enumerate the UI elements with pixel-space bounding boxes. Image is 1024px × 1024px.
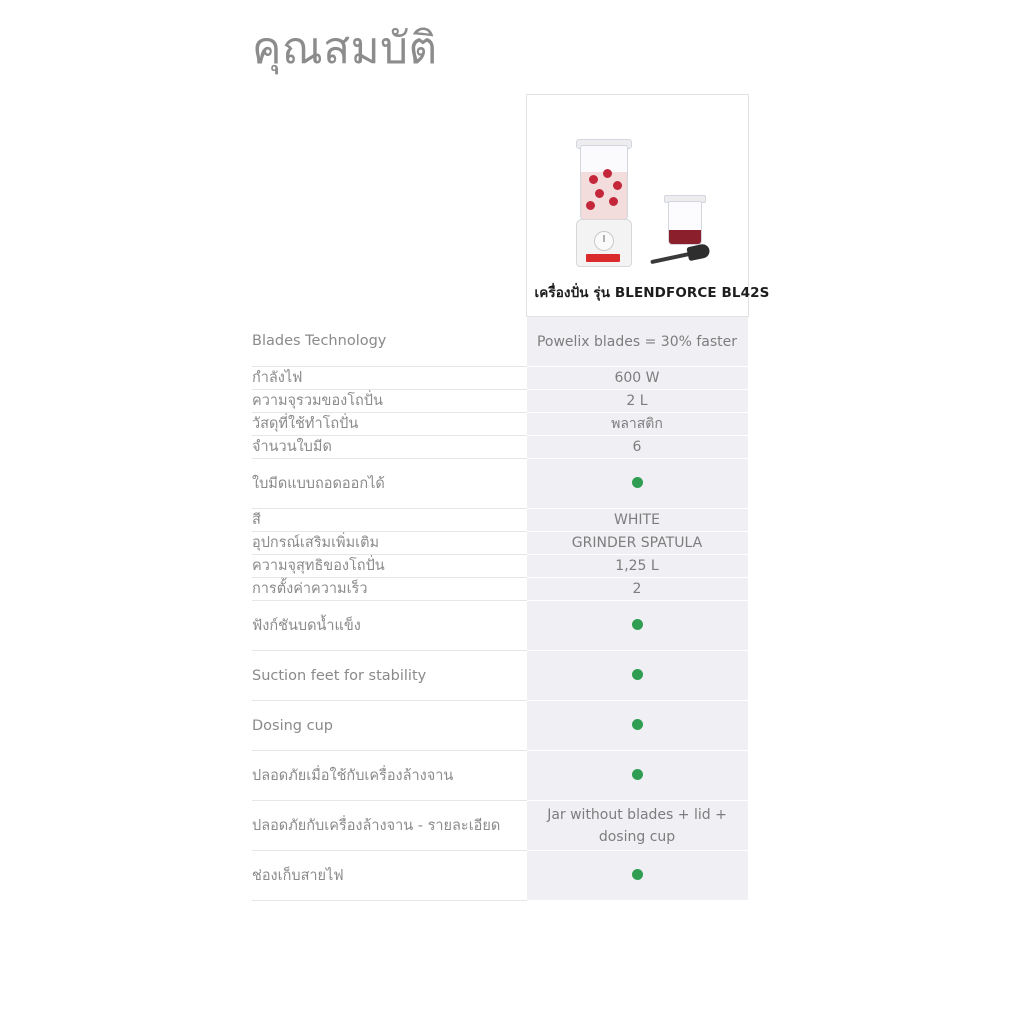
spec-label: วัสดุที่ใช้ทำโถปั่น <box>252 413 526 436</box>
spec-label: Dosing cup <box>252 701 526 751</box>
table-row <box>252 509 748 532</box>
table-row <box>252 413 748 436</box>
spec-value: GRINDER SPATULA <box>526 532 748 555</box>
table-row <box>252 532 748 555</box>
blender-product-image <box>562 117 712 267</box>
spec-label: จำนวนใบมีด <box>252 436 526 459</box>
spec-value <box>526 851 748 901</box>
spec-label: ความจุรวมของโถปั่น <box>252 390 526 413</box>
table-row <box>252 601 748 651</box>
berry-icon <box>603 169 612 178</box>
product-header-cell <box>526 95 770 317</box>
page-title: คุณสมบัติ <box>252 23 438 74</box>
table-row <box>252 317 748 367</box>
spec-label: ช่องเก็บสายไฟ <box>252 851 526 901</box>
spec-label: ปลอดภัยกับเครื่องล้างจาน - รายละเอียด <box>252 801 526 851</box>
table-row <box>252 801 748 851</box>
spec-value: 2 L <box>526 390 748 413</box>
table-body <box>252 95 770 901</box>
berry-icon <box>589 175 598 184</box>
specifications-table <box>252 94 770 901</box>
berry-icon <box>595 189 604 198</box>
spec-label: อุปกรณ์เสริมเพิ่มเติม <box>252 532 526 555</box>
spatula-icon <box>649 242 711 268</box>
spec-label: การตั้งค่าความเร็ว <box>252 578 526 601</box>
brand-logo <box>586 254 620 262</box>
berry-icon <box>586 201 595 210</box>
table-row <box>252 436 748 459</box>
spec-value: 2 <box>526 578 748 601</box>
spec-value <box>526 651 748 701</box>
feature-available-icon <box>632 619 643 630</box>
table-row <box>252 459 748 509</box>
spatula-head <box>686 242 710 260</box>
grinder-contents <box>669 230 701 244</box>
spec-label: สี <box>252 509 526 532</box>
berry-icon <box>609 197 618 206</box>
table-row <box>252 390 748 413</box>
spec-value: 1,25 L <box>526 555 748 578</box>
table-header-row <box>252 95 748 317</box>
spec-value: WHITE <box>526 509 748 532</box>
spec-value <box>526 601 748 651</box>
table-row <box>252 555 748 578</box>
table-row <box>252 851 748 901</box>
spec-label: กำลังไฟ <box>252 367 526 390</box>
grinder-cup-icon <box>668 201 702 245</box>
spec-value: พลาสติก <box>526 413 748 436</box>
spec-label: Blades Technology <box>252 317 526 367</box>
spec-label: ปลอดภัยเมื่อใช้กับเครื่องล้างจาน <box>252 751 526 801</box>
spec-value <box>526 751 748 801</box>
spec-value: 600 W <box>526 367 748 390</box>
table-row <box>252 701 748 751</box>
berry-icon <box>613 181 622 190</box>
feature-available-icon <box>632 719 643 730</box>
spec-label: ฟังก์ชันบดน้ำแข็ง <box>252 601 526 651</box>
header-spacer-cell <box>252 95 526 317</box>
spec-value: 6 <box>526 436 748 459</box>
jar-contents <box>581 172 627 220</box>
blender-jar-icon <box>580 145 628 221</box>
spec-value <box>526 459 748 509</box>
product-name: เครื่องปั่น รุ่น BLENDFORCE BL42S <box>534 284 770 301</box>
spec-value <box>526 701 748 751</box>
feature-available-icon <box>632 869 643 880</box>
spec-label: Suction feet for stability <box>252 651 526 701</box>
table-row <box>252 651 748 701</box>
feature-available-icon <box>632 477 643 488</box>
table-row <box>252 367 748 390</box>
feature-available-icon <box>632 669 643 680</box>
spec-value: Jar without blades + lid + dosing cup <box>526 801 748 851</box>
speed-knob-icon <box>594 231 614 251</box>
feature-available-icon <box>632 769 643 780</box>
spec-label: ความจุสุทธิของโถปั่น <box>252 555 526 578</box>
spec-label: ใบมีดแบบถอดออกได้ <box>252 459 526 509</box>
table-row <box>252 578 748 601</box>
spec-value: Powelix blades = 30% faster <box>526 317 748 367</box>
table-row <box>252 751 748 801</box>
spatula-handle <box>650 251 690 263</box>
